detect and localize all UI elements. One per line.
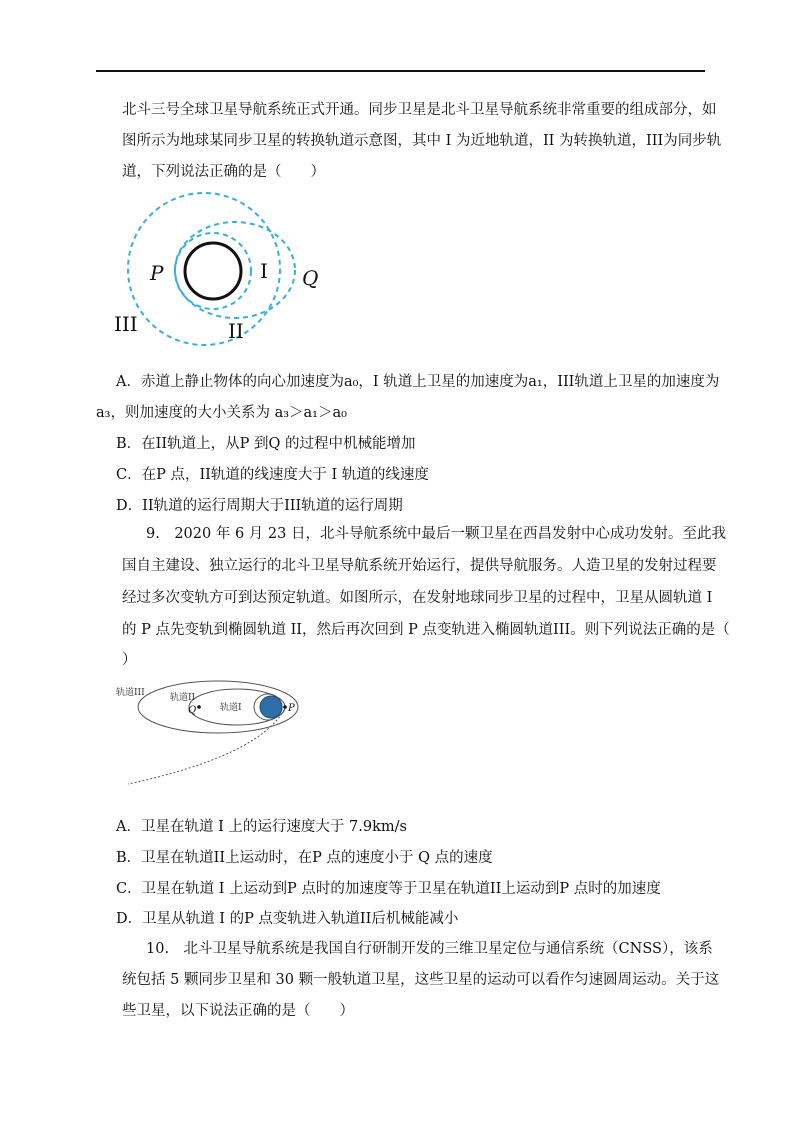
- q9-stem-line-2: 国自主建设、独立运行的北斗卫星导航系统开始运行，提供导航服务。人造卫星的发射过程要: [122, 558, 717, 574]
- label-Q: Q: [302, 266, 319, 290]
- label-P-point: P: [288, 703, 295, 714]
- label-III: III: [114, 312, 138, 336]
- q9-stem-line-5: ）: [122, 652, 137, 668]
- q9-stem-line-1: 9. 2020 年 6 月 23 日，北斗导航系统中最后一颗卫星在西昌发射中心成功发射。至此我: [146, 526, 726, 542]
- q9-option-c: C．卫星在轨道 I 上运动到P 点时的加速度等于卫星在轨道II上运动到P 点时的加速度: [116, 881, 661, 897]
- label-I: I: [260, 259, 268, 283]
- elliptical-orbit-figure: [108, 676, 308, 786]
- q8-option-b: B．在II轨道上，从P 到Q 的过程中机械能增加: [116, 436, 416, 452]
- q8-option-a-line-2: a₃，则加速度的大小关系为 a₃＞a₁＞a₀: [96, 405, 347, 421]
- q9-option-d: D．卫星从轨道 I 的P 点变轨进入轨道II后机械能减小: [116, 911, 459, 927]
- orbit-transfer-figure: [110, 195, 319, 355]
- label-orbit-III: 轨道III: [116, 688, 145, 698]
- q10-stem-line-2: 统包括 5 颗同步卫星和 30 颗一般轨道卫星，这些卫星的运动可以看作匀速圆周运动。关于这: [122, 972, 720, 988]
- label-P: P: [150, 261, 164, 285]
- q9-stem-line-4: 的 P 点先变轨到椭圆轨道 II，然后再次回到 P 点变轨进入椭圆轨道III。则下列说法正确的是（: [122, 622, 730, 638]
- q8-option-c: C．在P 点，II轨道的线速度大于 I 轨道的线速度: [116, 467, 429, 483]
- orbit-II-dashed: [175, 222, 295, 318]
- q9-option-a: A．卫星在轨道 I 上的运行速度大于 7.9km/s: [116, 819, 407, 835]
- q8-stem-line-2: 图所示为地球某同步卫星的转换轨道示意图，其中 I 为近地轨道，II 为转换轨道，III为同步轨: [122, 133, 722, 149]
- q8-stem-line-3: 道，下列说法正确的是（ ）: [122, 164, 325, 180]
- label-orbit-I: 轨道I: [220, 703, 242, 713]
- label-orbit-II: 轨道II: [170, 693, 196, 703]
- q10-stem-line-3: 些卫星，以下说法正确的是（ ）: [122, 1003, 354, 1019]
- q9-option-b: B．卫星在轨道II上运动时，在P 点的速度小于 Q 点的速度: [116, 850, 493, 866]
- point-Q: [197, 705, 201, 709]
- earth-circle: [185, 243, 241, 299]
- header-rule: [96, 70, 705, 72]
- label-Q-point: Q: [188, 705, 197, 716]
- q10-stem-line-1: 10. 北斗卫星导航系统是我国自行研制开发的三维卫星定位与通信系统（CNSS），该系: [146, 941, 713, 957]
- q8-stem-line-1: 北斗三号全球卫星导航系统正式开通。同步卫星是北斗卫星导航系统非常重要的组成部分，如: [122, 102, 717, 118]
- point-P: [283, 705, 287, 709]
- label-II: II: [228, 319, 244, 343]
- q8-option-d: D．II轨道的运行周期大于III轨道的运行周期: [116, 498, 403, 514]
- earth-disk: [260, 696, 282, 718]
- q9-stem-line-3: 经过多次变轨方可到达预定轨道。如图所示，在发射地球同步卫星的过程中，卫星从圆轨道 I: [122, 590, 713, 606]
- q8-option-a-line-1: A．赤道上静止物体的向心加速度为a₀，I 轨道上卫星的加速度为a₁，III轨道上卫星的加速度为: [116, 374, 720, 390]
